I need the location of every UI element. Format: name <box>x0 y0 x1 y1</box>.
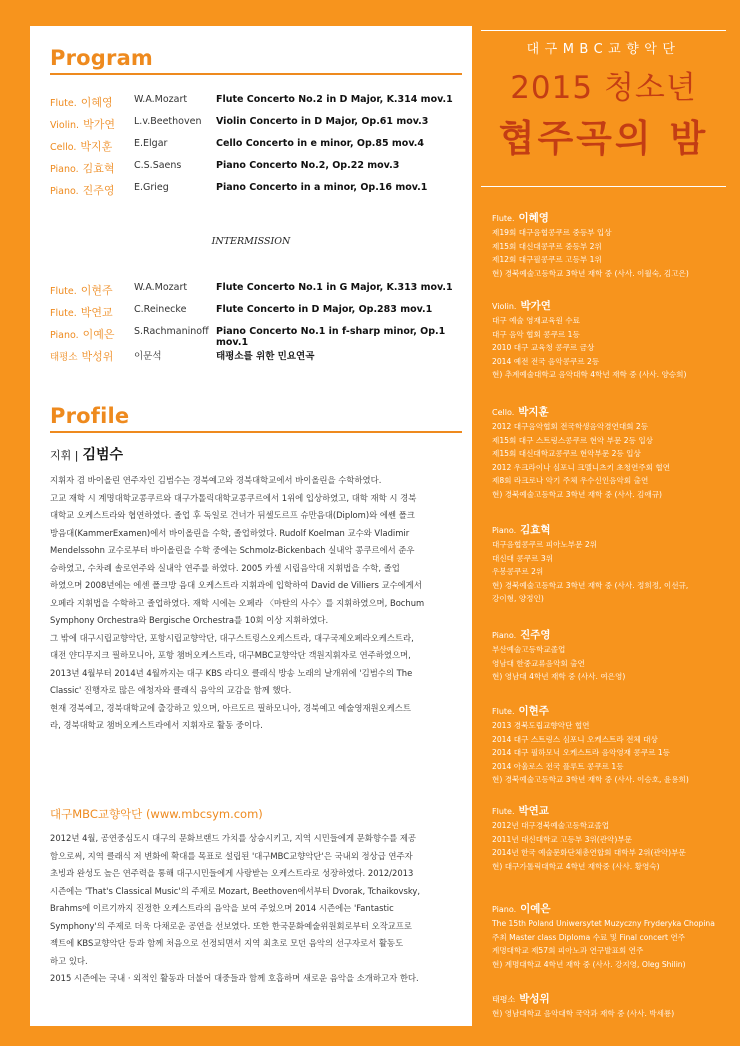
composer: E.Elgar <box>134 138 168 149</box>
conductor-name: 김범수 <box>82 447 124 463</box>
performer-instrument: 태평소 <box>492 995 516 1004</box>
text-line: 오페라 지휘법을 수학하고 졸업하였다. 재학 시에는 오페라 〈마탄의 사수〉를 지휘하였으며, Bochum <box>50 597 425 608</box>
program-row <box>50 326 470 348</box>
text-line: 하고 있다. <box>50 955 88 966</box>
work-title: Flute Concerto No.2 in D Major, K.314 mov.1 <box>216 94 453 105</box>
performer-instrument: Flute. <box>492 214 515 223</box>
intermission-label: INTERMISSION <box>211 236 291 247</box>
performer-credential: 대구 예술 영재교육원 수료 <box>492 316 580 325</box>
performer-credential: 2012년 대구경북예술고등학교졸업 <box>492 821 610 830</box>
performer-instrument: Piano. 이예은 <box>50 328 115 341</box>
performer-credential: 현) 경북예술고등학교 3학년 재학 중 (사사. 이월숙, 김고은) <box>492 268 689 278</box>
text-line: 2015 시즌에는 국내 · 외적인 활동과 더불어 대중들과 함께 호흡하며 새로운 음악을 소개하고자 한다. <box>50 973 419 983</box>
performer-instrument: Flute. <box>492 807 515 816</box>
performer-name: 박지훈 <box>518 406 549 418</box>
performer-name: 이예은 <box>520 903 551 915</box>
profile-title: Profile <box>50 404 130 428</box>
performer-credential: 2014 예전 전국 음악콩쿠르 2등 <box>492 356 600 366</box>
performer-credential: 계명대학교 제57회 피아노과 연구발표회 연주 <box>492 946 644 955</box>
text-line: 2013년 4월부터 2014년 4월까지는 대구 KBS 라디오 클래식 방송 노래의 날개위에 '김범수의 The <box>50 667 413 678</box>
performer-credential: 제19회 대구음협콩쿠르 중등부 입상 <box>492 228 612 237</box>
text-line: 고교 재학 시 계명대학교콩쿠르와 대구가톨릭대학교콩쿠르에서 1위에 입상하였고, 대학 재학 시 경북 <box>50 492 417 503</box>
performer-credential: 현) 추계예술대학교 음악대학 4학년 재학 중 (사사. 양승희) <box>492 370 687 379</box>
text-line: Symphony'의 주제로 더욱 다채로운 공연을 선보였다. 또한 한국문화예술위원회로부터 오작교프로 <box>50 920 412 931</box>
performer-name: 이혜영 <box>518 212 549 224</box>
work-title: Piano Concerto No.2, Op.22 mov.3 <box>216 160 400 171</box>
text-line: 초빙과 완성도 높은 연주력을 통해 대구시민들에게 사랑받는 오케스트라로 성장하였다. 2012/2013 <box>50 868 414 878</box>
performer-name: 박연교 <box>80 306 113 319</box>
performer-heading <box>492 627 728 643</box>
performer-profile <box>492 703 728 787</box>
text-line: 함으로써, 지역 클래식 저 변화에 확대를 목표로 설립된 '대구MBC교향악단'은 국내외 정상급 연주자 <box>50 850 413 861</box>
performer-instrument: Piano. <box>492 631 517 640</box>
performer-credential: 대구음협콩쿠르 피아노부문 2위 <box>492 540 598 549</box>
performer-credential: 주최 Master class Diploma 수료 및 Final concert 연주 <box>492 932 686 942</box>
performer-name: 진주영 <box>520 629 551 641</box>
performer-instrument: Flute. <box>492 707 515 716</box>
performer-credential: 현) 계명대학교 4학년 재학 중 (사사. 강지영, Oleg Shilin) <box>492 959 686 969</box>
conductor-label: 지휘 | <box>50 449 79 462</box>
conductor-bio <box>50 472 462 735</box>
profile-title-rule <box>50 431 462 433</box>
program-row <box>50 94 470 112</box>
program-title: Program <box>50 46 154 70</box>
work-title: Flute Concerto No.1 in G Major, K.313 mov.1 <box>216 282 453 293</box>
work-title: Piano Concerto No.1 in f-sharp minor, Op.1 mov.1 <box>216 326 446 348</box>
program-row <box>50 138 470 156</box>
text-line: 대전 얀디무지크 필하모니아, 포항 챔버오케스트라, 대구MBC교향악단 객원지휘자로 연주하였으며, <box>50 650 411 660</box>
performer-heading <box>492 901 728 917</box>
performer-credential: 2014 대구 스트링스 심포니 오케스트라 전체 대상 <box>492 734 658 744</box>
performer-instrument: Piano. <box>492 526 517 535</box>
performer-credential: 2010 대구 교육청 콩쿠르 금상 <box>492 343 595 352</box>
text-line: Mendelssohn 교수로부터 바이올린을 수학 중에는 Schmolz-Bickenbach 실내악 콩쿠르에서 준우 <box>50 545 415 555</box>
work-title: 태평소를 위한 민요연곡 <box>216 351 315 362</box>
performer-credential: 현) 경북예술고등학교 3학년 재학 중 (사사. 정희정, 이선규, <box>492 580 689 590</box>
performer-instrument: Flute. 이혜영 <box>50 96 113 109</box>
performer-heading <box>492 522 728 538</box>
program-row <box>50 116 470 134</box>
composer: W.A.Mozart <box>134 282 188 293</box>
performer-name: 김효혁 <box>82 162 115 175</box>
performer-instrument: Flute. 이현주 <box>50 284 113 297</box>
performer-credential: 2012 대구음악협회 전국학생음악경연대회 2등 <box>492 422 649 431</box>
performer-name: 박성위 <box>519 993 550 1005</box>
orchestra-description <box>50 830 462 988</box>
text-line: 대학교 오케스트라와 협연하였다. 졸업 후 독일로 건너가 뒤셀도르프 슈만음대(Diplom)와 에쎈 폴크 <box>50 510 415 520</box>
title-bottom-rule <box>481 186 726 187</box>
performer-heading <box>492 210 728 226</box>
performer-credential: 2013 경북도립교향악단 협연 <box>492 721 590 730</box>
program-row <box>50 282 470 300</box>
performer-name: 박성위 <box>81 350 114 363</box>
composer: C.S.Saens <box>134 160 182 171</box>
performer-profile <box>492 803 728 873</box>
performer-instrument: Piano. 진주영 <box>50 184 115 197</box>
performer-credential: 제12회 대구필콩쿠르 고등부 1위 <box>492 255 602 264</box>
performer-credential: 현) 경북예술고등학교 3학년 재학 중 (사사. 이승호, 윤용희) <box>492 775 689 784</box>
performer-credential: The 15th Poland Uniwersytet Muzyczny Fryderyka Chopina <box>492 919 715 928</box>
performer-instrument: Cello. 박지훈 <box>50 140 113 153</box>
performer-profile <box>492 991 728 1021</box>
performer-instrument: Flute. 박연교 <box>50 306 113 319</box>
text-line: 그 밖에 대구시립교향악단, 포항시립교향악단, 대구스트링스오케스트라, 대구국제오페라오케스트라, <box>50 632 414 643</box>
performer-credential: 제15회 대신대학교콩쿠르 현악부문 2등 입상 <box>492 449 641 458</box>
performer-credential: 2011년 대신대학교 고등부 3위(관악)부문 <box>492 834 633 844</box>
performer-name: 김효혁 <box>520 524 551 536</box>
performer-profile <box>492 210 728 280</box>
performer-instrument: Cello. <box>492 408 515 417</box>
performer-credential: 현) 경북예술고등학교 3학년 재학 중 (사사. 김애규) <box>492 489 662 499</box>
performer-name: 진주영 <box>82 184 115 197</box>
work-title: Piano Concerto in a minor, Op.16 mov.1 <box>216 182 428 193</box>
performer-name: 이혜영 <box>80 96 113 109</box>
performer-credential: 2014 아울로스 전국 플루트 콩쿠르 1등 <box>492 761 624 771</box>
performer-heading <box>492 298 728 314</box>
composer: L.v.Beethoven <box>134 116 202 127</box>
composer: S.Rachmaninoff <box>134 326 209 337</box>
performer-name: 이현주 <box>80 284 113 297</box>
text-line: 라, 경북대학교 챔버오케스트라에서 지휘자로 활동 중이다. <box>50 720 263 730</box>
performer-name: 이예은 <box>82 328 115 341</box>
performer-credential: 제15회 대신대콩쿠르 중등부 2위 <box>492 241 602 251</box>
text-line: Brahms에 이르기까지 진정한 오케스트라의 음악을 보여 주었으며 2014 시즌에는 'Fantastic <box>50 903 394 913</box>
performer-credential: 대신대 콩쿠르 3위 <box>492 553 554 563</box>
text-line: 승하였고, 수차례 솔로연주와 실내악 연주를 하였다. 2005 카셀 시립음악대 지휘법을 수학, 졸업 <box>50 562 400 573</box>
performer-profile <box>492 298 728 382</box>
performer-credential: 대구 음악 협회 콩쿠르 1등 <box>492 329 580 339</box>
performer-profile <box>492 901 728 971</box>
performer-credential: 현) 영남대 4학년 재학 중 (사사. 여은영) <box>492 672 626 681</box>
performer-profile <box>492 404 728 501</box>
orchestra-title: 대구MBC교향악단 (www.mbcsym.com) <box>50 807 263 821</box>
text-line: 지휘자 겸 바이올린 연주자인 김범수는 경북예고와 경북대학교에서 바이올린을 수학하였다. <box>50 475 382 485</box>
performer-heading <box>492 703 728 719</box>
performer-instrument: Violin. <box>492 302 517 311</box>
program-row <box>50 182 470 200</box>
performer-name: 박연교 <box>518 805 549 817</box>
text-line: 현재 경북예고, 경북대학교에 출강하고 있으며, 아르도르 필하모니아, 경북예고 예술영재원오케스트 <box>50 702 411 713</box>
performer-credential: 2014년 한국 예술문화단체총연합회 대학부 2위(관악)부문 <box>492 848 686 857</box>
performer-credential: 우봉콩쿠르 2위 <box>492 567 544 576</box>
performer-profile <box>492 522 728 606</box>
text-line: 방음대(KammerExamen)에서 바이올린을 수학, 졸업하였다. Rudolf Koelman 교수와 Vladimir <box>50 527 410 538</box>
performer-credential: 2012 우크라이나 심포니 크멜니츠키 초청연주회 협연 <box>492 462 671 472</box>
performer-credential: 제8회 라크로나 악기 주체 우수신인음악회 출연 <box>492 476 649 485</box>
performer-name: 박가연 <box>520 300 551 312</box>
program-row <box>50 304 470 322</box>
performer-credential: 제15회 대구 스트링스콩쿠르 현악 부문 2등 입상 <box>492 435 654 445</box>
performer-instrument: Violin. 박가연 <box>50 118 115 131</box>
composer: C.Reinecke <box>134 304 187 315</box>
concert-title-line1: 2015 청소년 <box>510 70 697 106</box>
text-line: 시즌에는 'That's Classical Music'의 주제로 Mozart, Beethoven에서부터 Dvorak, Tchaikovsky, <box>50 885 421 896</box>
performer-heading <box>492 404 728 420</box>
performer-heading <box>492 803 728 819</box>
performer-name: 박가연 <box>83 118 115 131</box>
performer-name: 이현주 <box>518 705 549 717</box>
text-line: Symphony Orchestra와 Bergische Orchestra를 10회 이상 지휘하였다. <box>50 615 329 625</box>
top-rule <box>481 30 726 31</box>
text-line: 하였으며 2008년에는 에센 폴크방 음대 오케스트라 지휘과에 입학하여 David de Villiers 교수에게서 <box>50 580 422 590</box>
composer: W.A.Mozart <box>134 94 188 105</box>
performer-heading <box>492 991 728 1007</box>
orchestra-name: 대구MBC교향악단 <box>526 42 681 57</box>
performer-instrument: Piano. 김효혁 <box>50 162 115 175</box>
text-line: 젝트에 KBS교향악단 등과 함께 처음으로 선정되면서 지역 최초로 모던 음악의 선구자로서 활동도 <box>50 938 404 948</box>
conductor-heading <box>50 444 123 464</box>
performer-credential: 현) 대구가톨릭대학교 4학년 재학중 (사사. 황영숙) <box>492 861 660 871</box>
performer-profile <box>492 627 728 684</box>
work-title: Flute Concerto in D Major, Op.283 mov.1 <box>216 304 433 315</box>
performer-credential: 영남대 한중교류음악회 출연 <box>492 658 585 668</box>
text-line: Classic' 진행자로 많은 애청자와 클래식 음악의 교감을 함께 했다. <box>50 685 292 695</box>
program-row <box>50 160 470 178</box>
performer-credential: 2014 대구 필하모닉 오케스트라 음악영재 콩쿠르 1등 <box>492 748 671 757</box>
work-title: Cello Concerto in e minor, Op.85 mov.4 <box>216 138 424 149</box>
performer-credential: 현) 영남대학교 음악대학 국악과 재학 중 (사사. 박세룡) <box>492 1009 675 1018</box>
program-title-rule <box>50 73 462 75</box>
performer-instrument: 태평소 박성위 <box>50 350 114 363</box>
performer-instrument: Piano. <box>492 905 517 914</box>
composer: 이문석 <box>134 351 162 362</box>
work-title: Violin Concerto in D Major, Op.61 mov.3 <box>216 116 429 127</box>
performer-credential: 강이형, 양정인) <box>492 594 544 603</box>
program-row <box>50 348 470 366</box>
concert-title-line2: 협주곡의 밤 <box>498 117 709 160</box>
text-line: 2012년 4월, 공연중심도시 대구의 문화브랜드 가치를 상승시키고, 지역 시민들에게 문화향수를 제공 <box>50 833 417 843</box>
performer-credential: 부산예술고등학교졸업 <box>492 645 566 654</box>
performer-name: 박지훈 <box>80 140 113 153</box>
composer: E.Grieg <box>134 182 169 193</box>
